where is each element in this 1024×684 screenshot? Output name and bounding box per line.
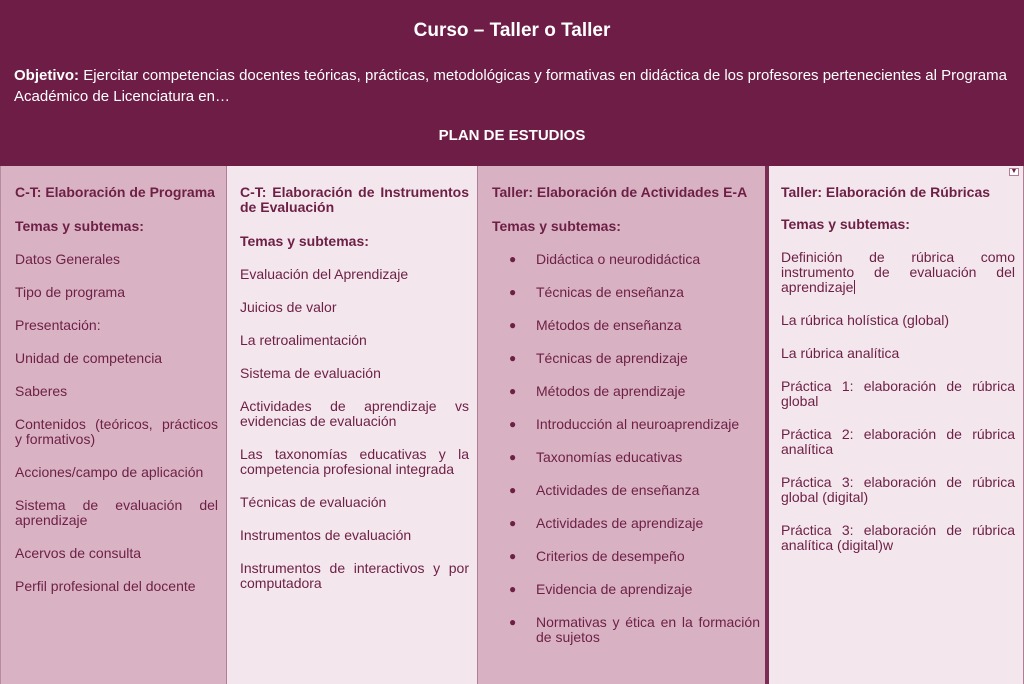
list-item: Acciones/campo de aplicación [15, 464, 204, 480]
bullet-icon: ● [509, 252, 517, 266]
bullet-icon: ● [509, 516, 517, 530]
topic-list [240, 267, 469, 591]
objective-paragraph [14, 65, 1014, 107]
header-banner [0, 0, 1024, 166]
list-item: Tipo de programa [15, 284, 125, 300]
list-item: Las taxonomías educativas y la competencia profesional integrada [240, 446, 469, 477]
list-item: Datos Generales [15, 251, 121, 267]
topic-list [15, 252, 218, 594]
list-item: Técnicas de evaluación [240, 494, 387, 510]
list-item: Juicios de valor [240, 299, 337, 315]
subtopics-label: Temas y subtemas: [781, 216, 910, 232]
subtopics-label: Temas y subtemas: [240, 233, 369, 249]
bullet-icon: ● [509, 615, 517, 629]
bullet-icon: ● [509, 285, 517, 299]
list-item: ● Normativas y ética en la formación de sujetos [509, 614, 760, 645]
list-item: ● Evidencia de aprendizaje [509, 581, 693, 597]
column-programa [0, 166, 227, 684]
list-item: ● Técnicas de aprendizaje [509, 350, 688, 366]
list-item: Práctica 1: elaboración de rúbrica global [781, 378, 1015, 409]
list-item: La rúbrica holística (global) [781, 312, 950, 328]
subtopics-label: Temas y subtemas: [15, 218, 144, 234]
column-title: Taller: Elaboración de Actividades E-A [492, 184, 748, 200]
list-item: Actividades de aprendizaje vs evidencias de evaluación [240, 398, 469, 429]
bullet-icon: ● [509, 483, 517, 497]
topic-list [492, 252, 760, 645]
list-item: ● Métodos de enseñanza [509, 317, 682, 333]
list-item: ● Métodos de aprendizaje [509, 383, 686, 399]
bullet-icon: ● [509, 351, 517, 365]
list-item: Práctica 3: elaboración de rúbrica analítica (digital)w [781, 522, 1015, 553]
bullet-icon: ● [509, 318, 517, 332]
list-item: Práctica 3: elaboración de rúbrica global (digital) [781, 474, 1015, 505]
list-item[interactable]: Definición de rúbrica como instrumento de evaluación del aprendizaje [781, 249, 1015, 295]
list-item: ● Criterios de desempeño [509, 548, 685, 564]
list-item: Práctica 2: elaboración de rúbrica analítica [781, 426, 1015, 457]
bullet-icon: ● [509, 549, 517, 563]
list-item: Sistema de evaluación [240, 365, 381, 381]
list-item: Unidad de competencia [15, 350, 163, 366]
list-item: ● Introducción al neuroaprendizaje [509, 416, 740, 432]
page-title: Curso – Taller o Taller [413, 20, 611, 41]
column-title: C-T: Elaboración de Programa [15, 184, 215, 200]
column-rubricas [769, 166, 1024, 684]
list-item: ● Taxonomías educativas [509, 449, 683, 465]
column-title: C-T: Elaboración de Instrumentos de Evaluación [240, 184, 469, 215]
list-item: ● Actividades de aprendizaje [509, 515, 704, 531]
list-item: Perfil profesional del docente [15, 578, 196, 594]
list-item: Contenidos (teóricos, prácticos y formativos) [15, 416, 218, 447]
list-item: Instrumentos de interactivos y por computadora [240, 560, 469, 591]
subtopics-label: Temas y subtemas: [492, 218, 621, 234]
list-item: ● Didáctica o neurodidáctica [509, 251, 701, 267]
objective-label: Objetivo: [14, 67, 80, 84]
list-item: Saberes [15, 383, 68, 399]
column-title: Taller: Elaboración de Rúbricas [781, 184, 991, 200]
topic-list [781, 250, 1015, 553]
list-item: La rúbrica analítica [781, 345, 900, 361]
bullet-icon: ● [509, 417, 517, 431]
list-item: ● Actividades de enseñanza [509, 482, 700, 498]
bullet-icon: ● [509, 450, 517, 464]
list-item: ● Técnicas de enseñanza [509, 284, 684, 300]
column-instrumentos [227, 166, 478, 684]
list-item: Acervos de consulta [15, 545, 142, 561]
list-item: Instrumentos de evaluación [240, 527, 412, 543]
list-item: Evaluación del Aprendizaje [240, 266, 409, 282]
objective-text: Ejercitar competencias docentes teóricas, prácticas, metodológicas y formativas en didáctica de los profesores pertenecientes al Programa Académico de Licenciatura en… [14, 67, 1007, 105]
study-plan-table [0, 166, 1024, 684]
list-item: Sistema de evaluación del aprendizaje [15, 497, 218, 528]
bullet-icon: ● [509, 384, 517, 398]
text-cursor [854, 280, 855, 294]
bullet-icon: ● [509, 582, 517, 596]
column-actividades [478, 166, 765, 684]
plan-title: PLAN DE ESTUDIOS [438, 127, 586, 144]
chevron-down-icon[interactable]: ▼ [1010, 168, 1018, 175]
list-item: La retroalimentación [240, 332, 367, 348]
list-item: Presentación: [15, 317, 101, 333]
